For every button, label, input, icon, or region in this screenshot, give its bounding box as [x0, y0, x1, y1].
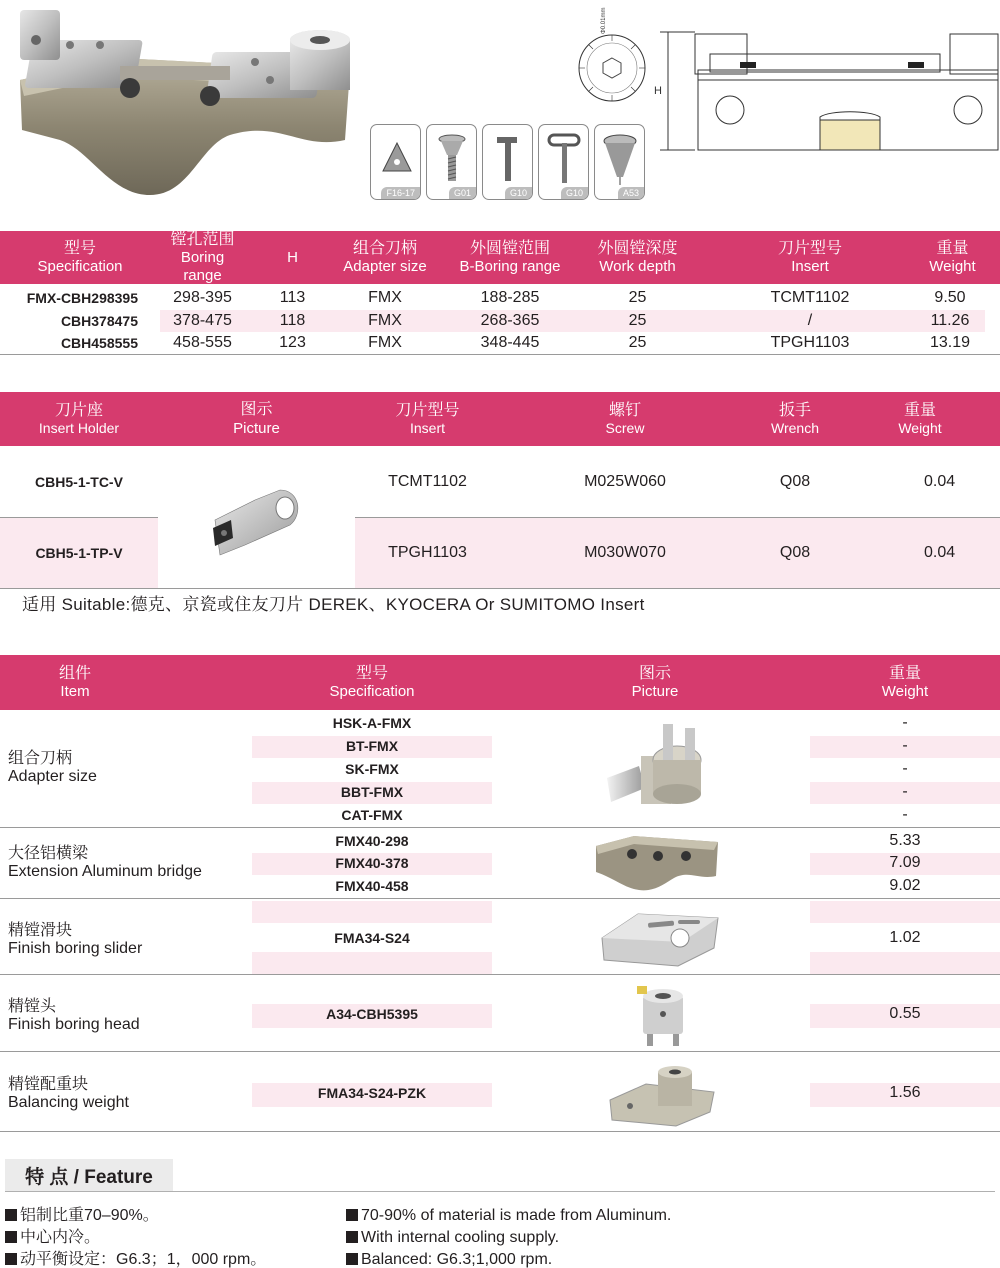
finish-boring-slider-picture [598, 908, 720, 968]
header-zh: 刀片型号 [395, 401, 460, 419]
header-en: Screw [605, 420, 645, 437]
holder-cell: 0.04 [924, 473, 956, 490]
component-label-en: Extension Aluminum bridge [8, 863, 202, 881]
spec-header-4 [430, 231, 590, 284]
holder-cell: Q08 [779, 473, 811, 490]
component-group-line [0, 1131, 1000, 1132]
spec-cell: 25 [628, 289, 647, 306]
header-en: Weight [898, 420, 942, 437]
header-zh: 重量 [888, 664, 921, 682]
component-weight: 0.55 [889, 1005, 921, 1022]
feature-item-zh [5, 1227, 100, 1248]
component-label-zh: 组合刀柄 [8, 750, 73, 767]
row-stripe [810, 952, 1000, 974]
feature-text: 动平衡设定：G6.3；1，000 rpm。 [20, 1251, 267, 1268]
component-header-2 [560, 655, 750, 710]
feature-item-zh [5, 1249, 266, 1268]
accessory-code: G01 [449, 187, 476, 199]
header-zh: 重量 [903, 401, 936, 419]
holder-header-1 [158, 392, 355, 446]
spec-cell: 458-555 [173, 334, 232, 351]
suitable-note: 适用 Suitable:德克、京瓷或住友刀片 DEREK、KYOCERA Or SUMITOMO Insert [22, 595, 645, 614]
component-weight: 9.02 [889, 877, 921, 894]
component-header-3 [810, 655, 1000, 710]
accessories-row [370, 124, 650, 202]
component-spec: A34-CBH5395 [326, 1006, 418, 1022]
holder-cell: Q08 [779, 544, 811, 561]
feature-text: 70-90% of material is made from Aluminum. [361, 1207, 672, 1224]
table2-mid-line [355, 517, 1000, 518]
insert-holder-picture [205, 480, 305, 560]
component-label [8, 750, 97, 787]
header-en: B-Boring range [459, 258, 561, 276]
accessory-code: A53 [618, 187, 644, 199]
dial-precision-label: Φ0.01mm [601, 7, 607, 34]
header-en: Insert [791, 258, 829, 276]
header-en: Specification [329, 683, 415, 701]
bullet-square-icon [346, 1231, 358, 1243]
feature-text: 中心内冷。 [20, 1229, 101, 1246]
boring-bar-product-photo [0, 0, 360, 200]
feature-item-en [346, 1205, 671, 1226]
bullet-square-icon [346, 1253, 358, 1265]
bullet-square-icon [5, 1209, 17, 1221]
holder-header-3 [500, 392, 750, 446]
component-group-line [0, 827, 1000, 828]
row-stripe [810, 901, 1000, 923]
header-zh: 图示 [638, 664, 671, 682]
spec-cell: 9.50 [934, 289, 966, 306]
component-label-en: Balancing weight [8, 1094, 129, 1112]
holder-model: CBH5-1-TP-V [35, 545, 123, 561]
header-zh: 刀片型号 [777, 239, 842, 257]
header-zh: 组件 [58, 664, 91, 682]
component-weight: 1.02 [889, 929, 921, 946]
component-label [8, 845, 202, 882]
feature-item-en [346, 1249, 552, 1268]
spec-cell: TPGH1103 [770, 334, 850, 351]
accessory-l-wrench-box [482, 124, 533, 200]
spec-model: FMX-CBH298395 [26, 290, 138, 306]
header-en: Insert [409, 420, 445, 437]
spec-model: CBH458555 [60, 335, 138, 351]
spec-cell: 378-475 [160, 310, 245, 332]
header-zh: 外圆镗范围 [469, 239, 550, 257]
holder-header-2 [355, 392, 500, 446]
component-weight: - [902, 737, 908, 754]
holder-cell: M030W070 [584, 544, 666, 561]
component-group-line [0, 974, 1000, 975]
holder-header-5 [840, 392, 1000, 446]
accessory-cone-head-box [594, 124, 645, 200]
header-zh: 镗孔范围 [170, 231, 235, 249]
component-weight: 1.56 [889, 1084, 921, 1101]
holder-table-row [0, 448, 1000, 516]
table2-mid-line [0, 517, 158, 518]
accessory-code: G10 [505, 187, 532, 199]
spec-cell: 188-285 [480, 289, 540, 306]
holder-cell: 0.04 [924, 544, 956, 561]
component-spec: BBT-FMX [340, 784, 404, 800]
header-en: Weight [929, 258, 976, 276]
feature-divider [5, 1191, 995, 1192]
component-weight: - [902, 806, 908, 823]
header-en: Picture [233, 419, 280, 437]
component-spec: BT-FMX [345, 738, 399, 754]
header-en: Work depth [599, 258, 676, 276]
component-group-line [0, 1051, 1000, 1052]
spec-table-row [0, 287, 1000, 309]
header-zh: 扳手 [778, 401, 811, 419]
table1-bottom-line [0, 354, 1000, 355]
accessory-t-wrench-box [538, 124, 589, 200]
bullet-square-icon [346, 1209, 358, 1221]
component-weight: 5.33 [889, 832, 921, 849]
header-zh: 螺钉 [608, 401, 641, 419]
component-spec: SK-FMX [345, 761, 399, 777]
component-label-zh: 大径铝横梁 [8, 845, 89, 862]
spec-table-header [0, 231, 1000, 284]
header-en: Insert Holder [38, 420, 120, 437]
technical-drawing [650, 22, 1000, 162]
holder-model: CBH5-1-TC-V [35, 474, 123, 490]
spec-cell: 11.26 [915, 310, 985, 332]
component-label-zh: 精镗滑块 [8, 922, 73, 939]
spec-cell: 298-395 [173, 289, 232, 306]
spec-cell: 25 [590, 310, 685, 332]
holder-cell: M025W060 [584, 473, 666, 490]
bullet-square-icon [5, 1231, 17, 1243]
feature-item-zh [5, 1205, 159, 1226]
finish-boring-head-picture [633, 984, 693, 1050]
adapter-picture [605, 716, 705, 824]
spec-cell: 25 [628, 334, 647, 351]
spec-cell: TCMT1102 [770, 289, 850, 306]
aluminum-bridge-picture [594, 834, 720, 894]
accessory-screw-box [426, 124, 477, 200]
component-spec: HSK-A-FMX [332, 715, 412, 731]
header-zh: 型号 [355, 664, 388, 682]
spec-cell: FMX [340, 310, 430, 332]
spec-header-6 [685, 231, 935, 284]
spec-model: CBH378475 [60, 312, 138, 329]
header-en: Adapter size [343, 258, 427, 276]
component-weight: - [902, 783, 908, 800]
table2-bottom-line [0, 588, 1000, 589]
header-zh: 组合刀柄 [352, 239, 417, 257]
component-label [8, 1076, 129, 1113]
header-en: H [287, 248, 298, 266]
header-zh: 外圆镗深度 [597, 239, 678, 257]
spec-table-row [0, 310, 1000, 332]
spec-cell: 348-445 [480, 334, 540, 351]
component-label [8, 922, 142, 959]
spec-header-1 [160, 231, 245, 284]
header-en: Item [60, 683, 90, 701]
feature-item-en [346, 1227, 559, 1248]
header-zh: 重量 [936, 239, 969, 257]
component-weight: - [902, 714, 908, 731]
component-label-en: Finish boring slider [8, 940, 143, 958]
spec-header-3 [340, 231, 430, 284]
spec-cell: FMX [368, 334, 402, 351]
accessory-code: G10 [561, 187, 588, 199]
holder-cell: TCMT1102 [388, 473, 467, 490]
component-header-0 [0, 655, 150, 710]
spec-cell: 118 [245, 310, 340, 332]
component-spec: FMA34-S24 [334, 930, 410, 946]
height-dimension-label: H [654, 85, 662, 97]
holder-cell: TPGH1103 [388, 544, 467, 561]
component-spec: FMA34-S24-PZK [317, 1085, 427, 1101]
row-stripe [252, 952, 492, 974]
component-header-1 [252, 655, 492, 710]
feature-text: With internal cooling supply. [361, 1229, 560, 1246]
spec-cell: FMX [368, 289, 402, 306]
header-en: Boring range [180, 249, 225, 284]
component-weight: - [902, 760, 908, 777]
component-spec: FMX40-378 [335, 855, 409, 871]
spec-cell: 268-365 [430, 310, 590, 332]
component-label-zh: 精镗头 [8, 998, 57, 1015]
holder-header-4 [750, 392, 840, 446]
spec-cell: 123 [279, 334, 306, 351]
component-spec: CAT-FMX [341, 807, 403, 823]
header-en: Wrench [771, 420, 819, 437]
spec-header-2 [245, 231, 340, 284]
header-zh: 刀片座 [54, 401, 103, 419]
holder-header-0 [0, 392, 158, 446]
header-zh: 型号 [63, 239, 96, 257]
accessory-triangular-insert-box [370, 124, 421, 200]
spec-cell: 113 [279, 289, 306, 306]
component-label-en: Adapter size [8, 768, 97, 786]
spec-cell: 13.19 [929, 334, 971, 351]
spec-cell: / [685, 310, 935, 332]
header-en: Specification [37, 258, 123, 276]
row-stripe [252, 901, 492, 923]
spec-header-7 [905, 231, 1000, 284]
component-spec: FMX40-298 [335, 833, 409, 849]
feature-title: 特 点 / Feature [5, 1159, 173, 1191]
feature-text: Balanced: G6.3;1,000 rpm. [361, 1251, 553, 1268]
holder-table-row [0, 518, 1000, 588]
component-weight: 7.09 [889, 854, 921, 871]
spec-header-5 [590, 231, 685, 284]
header-zh: 图示 [240, 401, 273, 419]
feature-text: 铝制比重70–90%。 [20, 1207, 159, 1224]
component-group-line [0, 898, 1000, 899]
balancing-weight-picture [606, 1062, 716, 1128]
bullet-square-icon [5, 1253, 17, 1265]
component-spec: FMX40-458 [335, 878, 409, 894]
components-table-header [0, 655, 1000, 710]
component-label-zh: 精镗配重块 [8, 1076, 89, 1093]
accessory-code: F16-17 [381, 187, 420, 199]
spec-header-0 [0, 231, 160, 284]
spec-table-row [0, 332, 1000, 354]
component-label-en: Finish boring head [8, 1016, 140, 1034]
component-label [8, 998, 140, 1035]
header-en: Weight [881, 683, 929, 701]
header-en: Picture [631, 683, 679, 701]
insert-holder-table-header [0, 392, 1000, 446]
